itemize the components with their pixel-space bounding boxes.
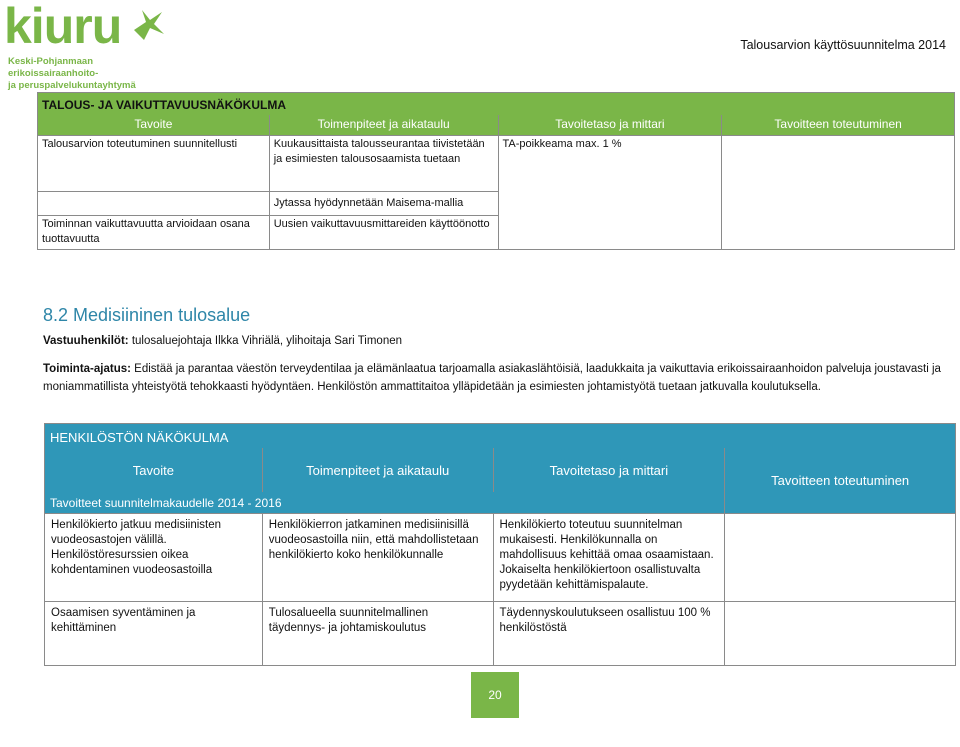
action-cell: Henkilökierron jatkaminen medisiinisillä vuodeosastoilla niin, että mahdollistetaan henkilökierto koko henkilökunnalle — [262, 514, 493, 602]
outcome-cell — [725, 514, 956, 602]
period-subheader: Tavoitteet suunnitelmakaudelle 2014 - 2016 — [45, 492, 725, 514]
column-header: Tavoitteen toteutuminen — [725, 448, 956, 514]
column-header: Tavoite — [45, 448, 263, 492]
economy-table — [37, 92, 955, 250]
outcome-cell — [725, 602, 956, 666]
table-row — [45, 602, 956, 666]
column-header: Toimenpiteet ja aikataulu — [269, 115, 498, 136]
responsible-persons: Vastuuhenkilöt: tulosaluejohtaja Ilkka Vihriälä, ylihoitaja Sari Timonen — [43, 335, 403, 347]
target-cell: TA-poikkeama max. 1 % — [498, 136, 722, 250]
action-cell: Tulosalueella suunnitelmallinen täydennys- ja johtamiskoulutus — [262, 602, 493, 666]
bird-icon — [128, 4, 168, 44]
goal-cell: Toiminnan vaikuttavuutta arvioidaan osana tuottavuutta — [38, 216, 270, 250]
page-number: 20 — [471, 672, 519, 718]
goal-cell: Talousarvion toteutuminen suunnitellusti — [38, 136, 270, 192]
target-cell: Henkilökierto toteutuu suunnitelman mukaisesti. Henkilökunnalla on mahdollisuus kehittää omaa osaamistaan. Jokaiselta henkilökiertoon osallistuvalta pyydetään kehittämispalaute. — [493, 514, 725, 602]
column-header: Tavoitetaso ja mittari — [498, 115, 722, 136]
table-title: HENKILÖSTÖN NÄKÖKULMA — [45, 424, 956, 449]
section-heading: 8.2 Medisiininen tulosalue — [43, 305, 251, 325]
goal-cell — [38, 192, 270, 216]
column-header: Toimenpiteet ja aikataulu — [262, 448, 493, 492]
table-row — [45, 514, 956, 602]
table-row — [38, 136, 955, 192]
personnel-table — [44, 423, 956, 666]
column-header: Tavoitetaso ja mittari — [493, 448, 725, 492]
table-title: TALOUS- JA VAIKUTTAVUUSNÄKÖKULMA — [38, 93, 955, 116]
mission-statement: Toiminta-ajatus: Edistää ja parantaa väestön terveydentilaa ja elämänlaatua tarjoamalla asiakaslähtöisiä, laadukkaita ja vaikuttavia erikoissairaanhoidon palveluja joustavasti ja moniammatillista yhteistyötä tehokkaasti hyödyntäen. Henkilöstön ammattitaitoa ylläpidetään ja esimiesten johtamistyötä tuetaan jatkuvalla koulutuksella. — [43, 363, 941, 393]
action-cell: Kuukausittaista talousseurantaa tiivistetään ja esimiesten talousosaamista tuetaan — [269, 136, 498, 192]
goal-cell: Osaamisen syventäminen ja kehittäminen — [45, 602, 263, 666]
outcome-cell — [722, 136, 955, 250]
action-cell: Uusien vaikuttavuusmittareiden käyttöönotto — [269, 216, 498, 250]
kiuru-logo — [4, 0, 184, 91]
logo-subtitle: Keski-Pohjanmaan erikoissairaanhoito- ja peruspalvelukuntayhtymä — [8, 56, 136, 91]
action-cell: Jytassa hyödynnetään Maisema-mallia — [269, 192, 498, 216]
target-cell: Täydennyskoulutukseen osallistuu 100 % henkilöstöstä — [493, 602, 725, 666]
column-header: Tavoite — [38, 115, 270, 136]
logo-wordmark: kiuru — [4, 0, 122, 54]
goal-cell: Henkilökierto jatkuu medisiinisten vuodeosastojen välillä. Henkilöstöresurssien oikea kohdentaminen vuodeosastoilla — [45, 514, 263, 602]
column-header: Tavoitteen toteutuminen — [722, 115, 955, 136]
document-title: Talousarvion käyttösuunnitelma 2014 — [740, 38, 946, 52]
